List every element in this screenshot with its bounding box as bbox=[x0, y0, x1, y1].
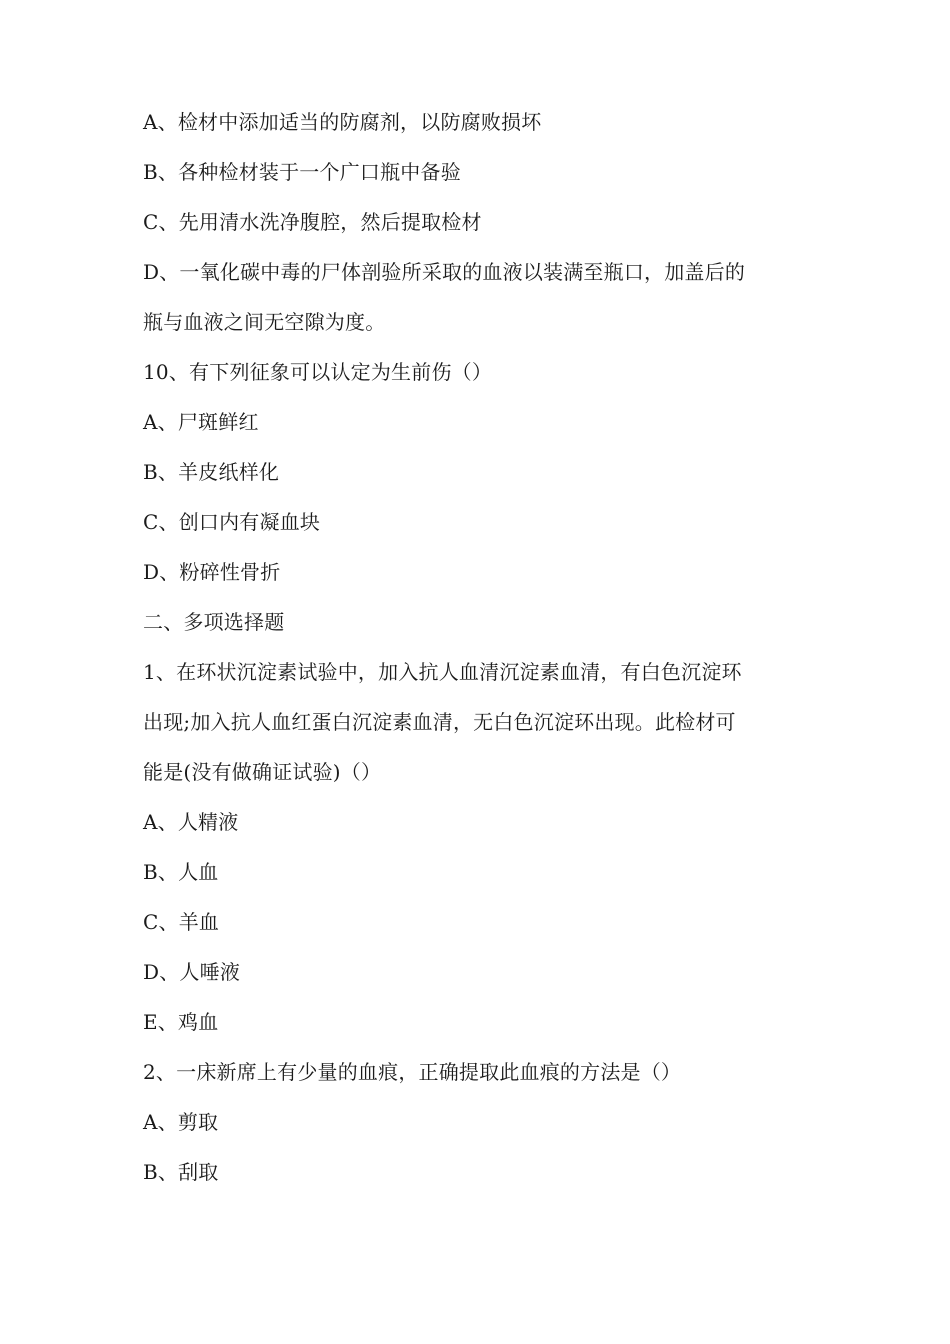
option-d-text-continued: 瓶与血液之间无空隙为度。 bbox=[143, 310, 386, 334]
q10-option-a: A、尸斑鲜红 bbox=[143, 410, 259, 434]
q10-option-c: C、创口内有凝血块 bbox=[143, 510, 321, 534]
mc1-option-e: E、鸡血 bbox=[143, 1010, 219, 1034]
option-a-text: A、检材中添加适当的防腐剂，以防腐败损坏 bbox=[143, 110, 542, 134]
mc-question-2: 2、一床新席上有少量的血痕，正确提取此血痕的方法是（） bbox=[143, 1060, 682, 1084]
q10-option-d: D、粉碎性骨折 bbox=[143, 560, 281, 584]
q10-option-b: B、羊皮纸样化 bbox=[143, 460, 280, 484]
mc1-option-d: D、人唾液 bbox=[143, 960, 241, 984]
option-b-text: B、各种检材装于一个广口瓶中备验 bbox=[143, 160, 461, 184]
mc1-option-b: B、人血 bbox=[143, 860, 219, 884]
option-c-text: C、先用清水洗净腹腔，然后提取检材 bbox=[143, 210, 482, 234]
mc-question-1-continued-2: 能是(没有做确证试验)（） bbox=[143, 760, 382, 784]
mc1-option-c: C、羊血 bbox=[143, 910, 220, 934]
mc2-option-a: A、剪取 bbox=[143, 1110, 219, 1134]
option-d-text: D、一氧化碳中毒的尸体剖验所采取的血液以装满至瓶口，加盖后的 bbox=[143, 260, 746, 284]
question-10: 10、有下列征象可以认定为生前伤（） bbox=[143, 360, 493, 384]
section-heading-multiple-choice: 二、多项选择题 bbox=[143, 610, 285, 634]
mc1-option-a: A、人精液 bbox=[143, 810, 239, 834]
mc2-option-b: B、刮取 bbox=[143, 1160, 219, 1184]
mc-question-1-continued: 出现;加入抗人血红蛋白沉淀素血清，无白色沉淀环出现。此检材可 bbox=[143, 710, 736, 734]
mc-question-1: 1、在环状沉淀素试验中，加入抗人血清沉淀素血清，有白色沉淀环 bbox=[143, 660, 742, 684]
document-body bbox=[143, 97, 808, 1197]
